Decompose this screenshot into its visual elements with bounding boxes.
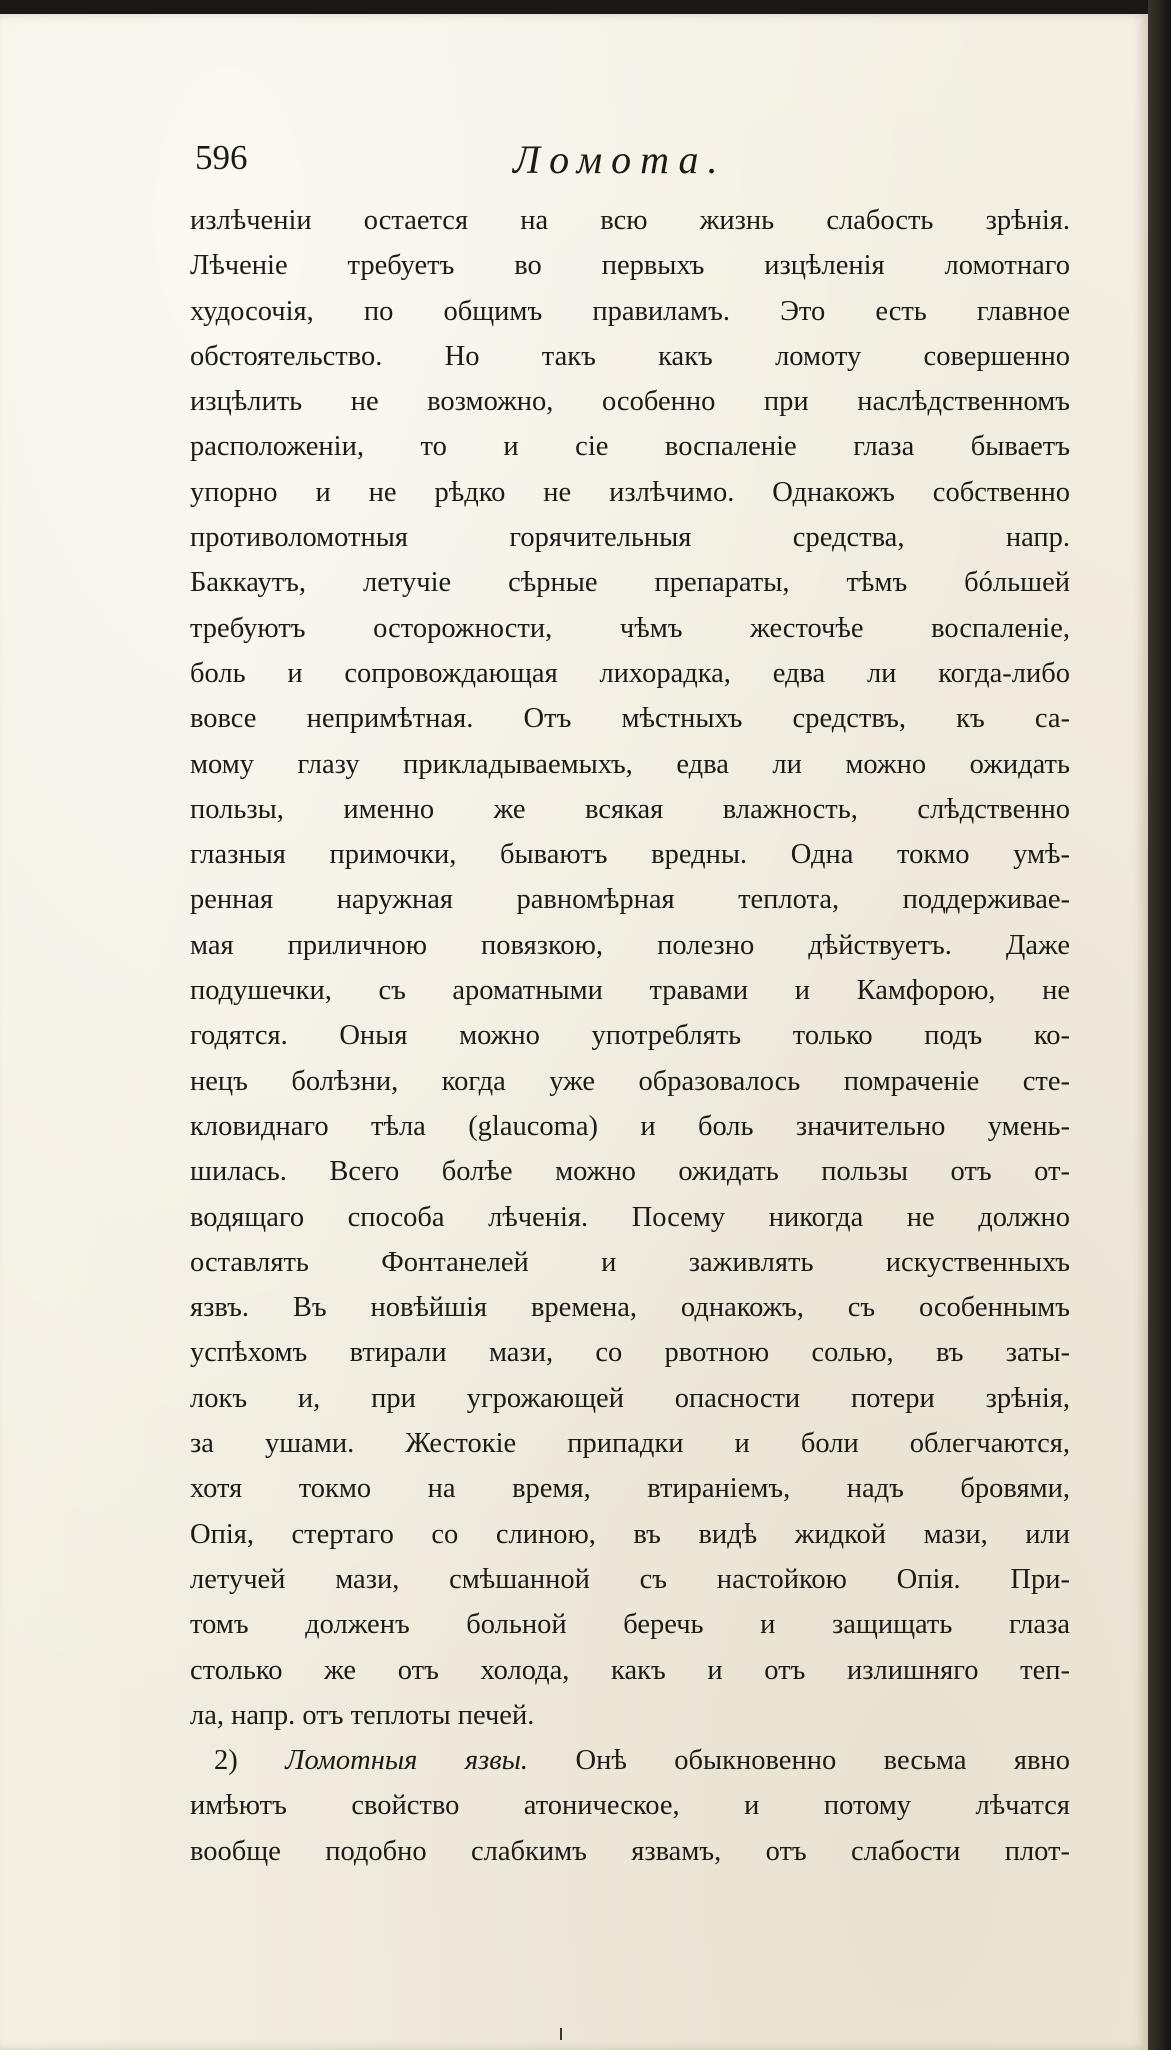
text-line: вовсе непримѣтная. Отъ мѣстныхъ средствъ, къ са- — [190, 703, 1070, 735]
text-line: хотя токмо на время, втираніемъ, надъ бровями, — [190, 1473, 1070, 1505]
text-line: худосочія, по общимъ правиламъ. Это есть главное — [190, 295, 1070, 327]
text-line: Лѣченіе требуетъ во первыхъ изцѣленія ломотнаго — [190, 250, 1070, 282]
page-number: 596 — [195, 138, 248, 177]
text-line: летучей мази, смѣшанной съ настойкою Опія. При- — [190, 1563, 1070, 1595]
text-line: Баккаутъ, летучіе сѣрные препараты, тѣмъ бóльшей — [190, 567, 1070, 599]
text-line: имѣютъ свойство атоническое, и потому лѣчатся — [190, 1790, 1070, 1822]
text-line: нецъ болѣзни, когда уже образовалось помраченіе сте- — [190, 1065, 1070, 1097]
text-line: боль и сопровождающая лихорадка, едва ли когда-либо — [190, 657, 1070, 689]
text-line: шилась. Всего болѣе можно ожидать пользы отъ от- — [190, 1156, 1070, 1188]
paragraph-2-first-line-text: Онѣ обыкновенно весьма явно — [575, 1745, 1071, 1777]
text-line: столько же отъ холода, какъ и отъ излишняго теп- — [190, 1654, 1070, 1686]
text-line: ла, напр. отъ теплоты печей. — [190, 1699, 535, 1731]
paragraph-2-number: 2) — [214, 1745, 238, 1777]
text-line: водящаго способа лѣченія. Посему никогда не должно — [190, 1201, 1070, 1233]
text-line: Опія, стертаго со слиною, въ видѣ жидкой мази, или — [190, 1518, 1070, 1550]
text-line: расположеніи, то и сіе воспаленіе глаза бываетъ — [190, 431, 1070, 463]
text-line: годятся. Оныя можно употреблять только подъ ко- — [190, 1020, 1070, 1052]
page-header — [195, 138, 1025, 188]
text-line: излѣченіи остается на всю жизнь слабость зрѣнія. — [190, 205, 1070, 236]
text-line: противоломотныя горячительныя средства, напр. — [190, 522, 1070, 554]
text-line: локъ и, при угрожающей опасности потери зрѣнія, — [190, 1382, 1070, 1414]
text-line: пользы, именно же всякая влажность, слѣдственно — [190, 793, 1070, 825]
scan-top-edge — [0, 0, 1171, 14]
text-line: глазныя примочки, бываютъ вредны. Одна токмо умѣ- — [190, 839, 1070, 871]
text-line: мому глазу прикладываемыхъ, едва ли можно ожидать — [190, 748, 1070, 780]
text-line: за ушами. Жестокіе припадки и боли облегчаются, — [190, 1428, 1070, 1460]
scan-right-edge — [1148, 0, 1171, 2050]
scan-mark — [560, 2028, 562, 2040]
text-line: обстоятельство. Но такъ какъ ломоту совершенно — [190, 340, 1070, 372]
text-line: подушечки, съ ароматными травами и Камфорою, не — [190, 975, 1070, 1007]
text-line: ренная наружная равномѣрная теплота, поддерживае- — [190, 884, 1070, 916]
paragraph-2 — [190, 1783, 1070, 1874]
text-line: успѣхомъ втирали мази, со рвотною солью, въ заты- — [190, 1337, 1070, 1369]
text-line: язвъ. Въ новѣйшія времена, однакожъ, съ особеннымъ — [190, 1292, 1070, 1324]
text-line: оставлять Фонтанелей и заживлять искуственныхъ — [190, 1246, 1070, 1278]
paragraph-2-heading: Ломотныя язвы. — [285, 1745, 529, 1777]
text-line: требуютъ осторожности, чѣмъ жесточѣе воспаленіе, — [190, 612, 1070, 644]
text-line: томъ долженъ больной беречь и защищать глаза — [190, 1609, 1070, 1641]
body-text — [190, 198, 1070, 1874]
running-head: Ломота. — [513, 137, 727, 182]
text-line: кловиднаго тѣла (glaucoma) и боль значительно умень- — [190, 1110, 1070, 1142]
paragraph-1 — [190, 198, 1070, 1738]
text-line: изцѣлить не возможно, особенно при наслѣдственномъ — [190, 386, 1070, 418]
paragraph-2-first-line — [190, 1738, 1070, 1783]
text-line: упорно и не рѣдко не излѣчимо. Однакожъ собственно — [190, 476, 1070, 508]
text-line: вообще подобно слабкимъ язвамъ, отъ слабости плот- — [190, 1835, 1070, 1867]
text-line: мая приличною повязкою, полезно дѣйствуетъ. Даже — [190, 929, 1070, 961]
